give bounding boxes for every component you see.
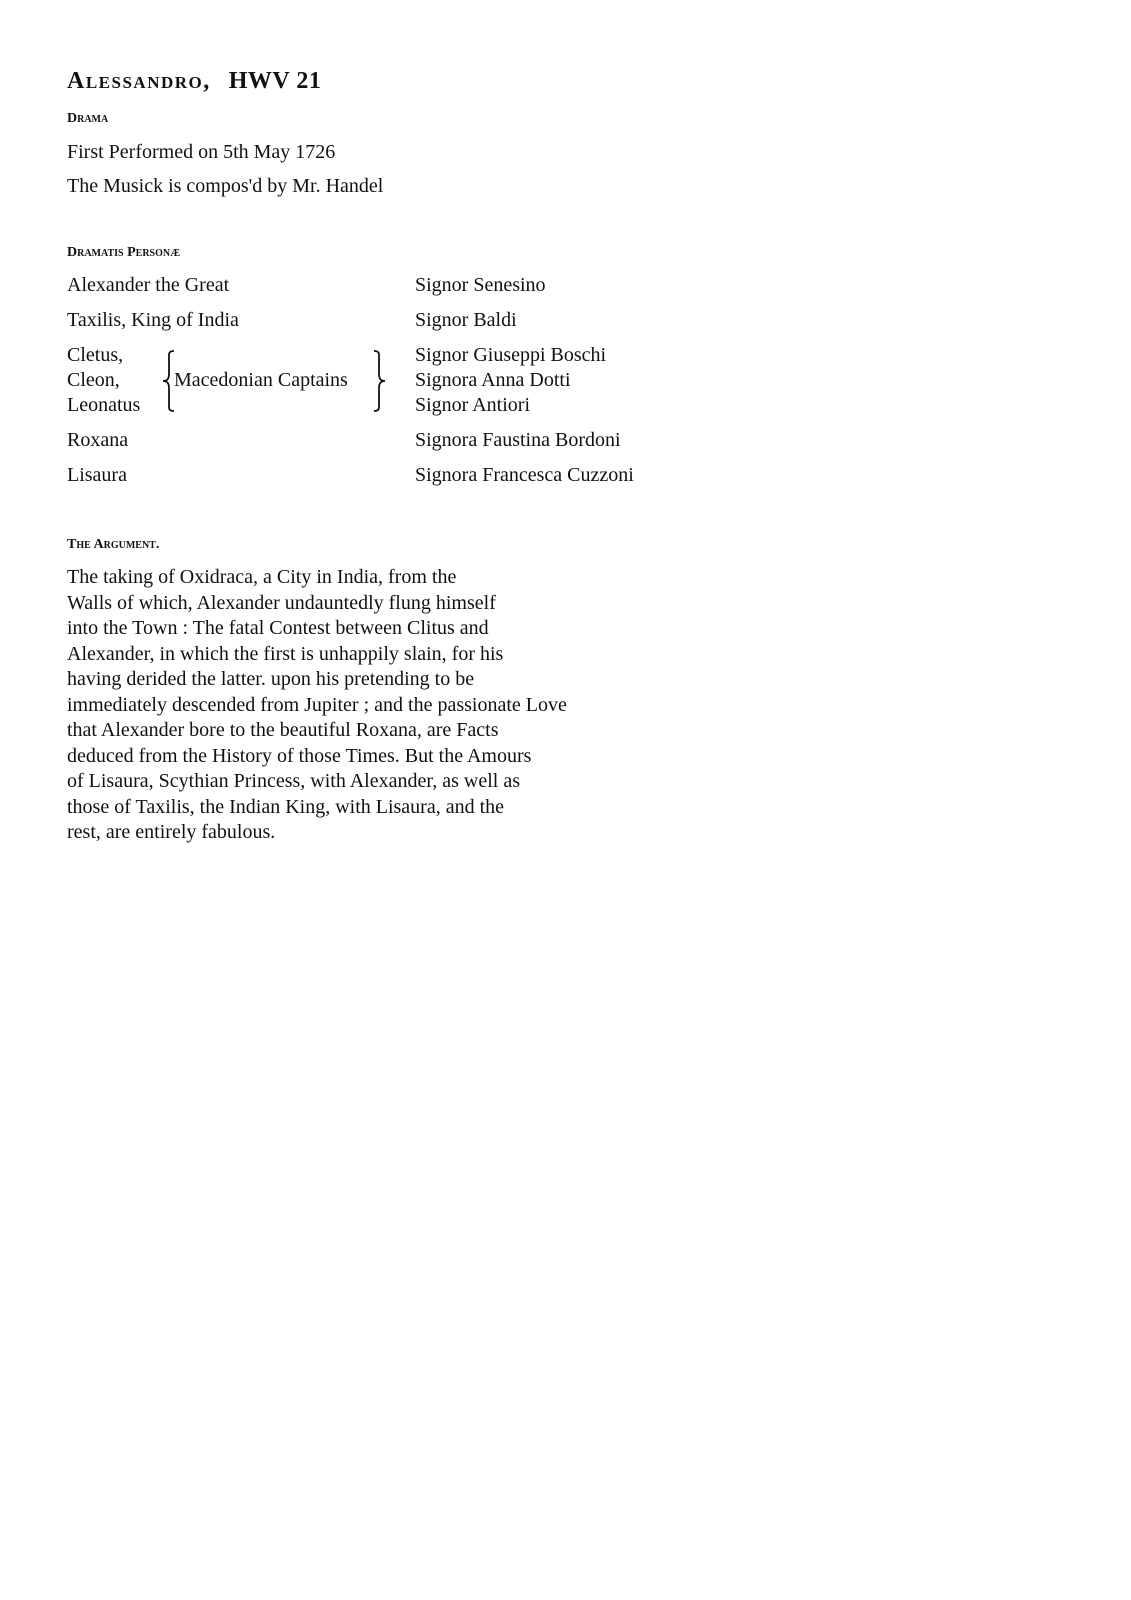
cast-role: Lisaura [67, 464, 127, 486]
cast-role: Cleon, [67, 369, 120, 391]
cast-role: Roxana [67, 429, 129, 451]
cast-singer: Signora Faustina Bordoni [415, 429, 621, 451]
first-performed: First Performed on 5th May 1726 [67, 141, 336, 163]
cast-heading: Dramatis Personæ [67, 245, 181, 260]
argument-line: into the Town : The fatal Contest between Clitus and [67, 617, 489, 639]
argument-line: deduced from the History of those Times. But the Amours [67, 744, 532, 767]
right-brace-icon [372, 350, 386, 412]
genre-heading: Drama [67, 111, 109, 126]
cast-singer: Signor Senesino [415, 274, 546, 296]
cast-role: Alexander the Great [67, 274, 230, 296]
argument-line: Alexander, in which the first is unhappily slain, for his [67, 642, 504, 665]
argument-line: those of Taxilis, the Indian King, with Lisaura, and the [67, 795, 505, 818]
composer-line: The Musick is compos'd by Mr. Handel [67, 175, 384, 197]
cast-singer: Signor Baldi [415, 309, 517, 331]
cast-role: Cletus, [67, 344, 124, 366]
argument-line: of Lisaura, Scythian Princess, with Alexander, as well as [67, 770, 520, 792]
argument-line: Walls of which, Alexander undauntedly flung himself [67, 591, 496, 614]
cast-singer: Signor Antiori [415, 394, 531, 416]
argument-line: rest, are entirely fabulous. [67, 821, 276, 843]
cast-singer: Signor Giuseppi Boschi [415, 344, 607, 366]
argument-line: The taking of Oxidraca, a City in India, from the [67, 566, 457, 588]
argument-heading: The Argument. [67, 537, 160, 552]
argument-paragraph [67, 565, 667, 846]
opera-title: Alessandro, [67, 68, 211, 94]
cast-singer: Signora Anna Dotti [415, 369, 571, 391]
cast-singer: Signora Francesca Cuzzoni [415, 464, 634, 486]
group-label: Macedonian Captains [174, 369, 348, 391]
page-title [67, 68, 321, 95]
catalog-number: HWV 21 [228, 68, 322, 94]
argument-line: immediately descended from Jupiter ; and the passionate Love [67, 693, 567, 716]
argument-line: having derided the latter. upon his pretending to be [67, 668, 475, 690]
cast-role: Taxilis, King of India [67, 309, 239, 331]
cast-role: Leonatus [67, 394, 141, 416]
argument-line: that Alexander bore to the beautiful Roxana, are Facts [67, 719, 499, 741]
